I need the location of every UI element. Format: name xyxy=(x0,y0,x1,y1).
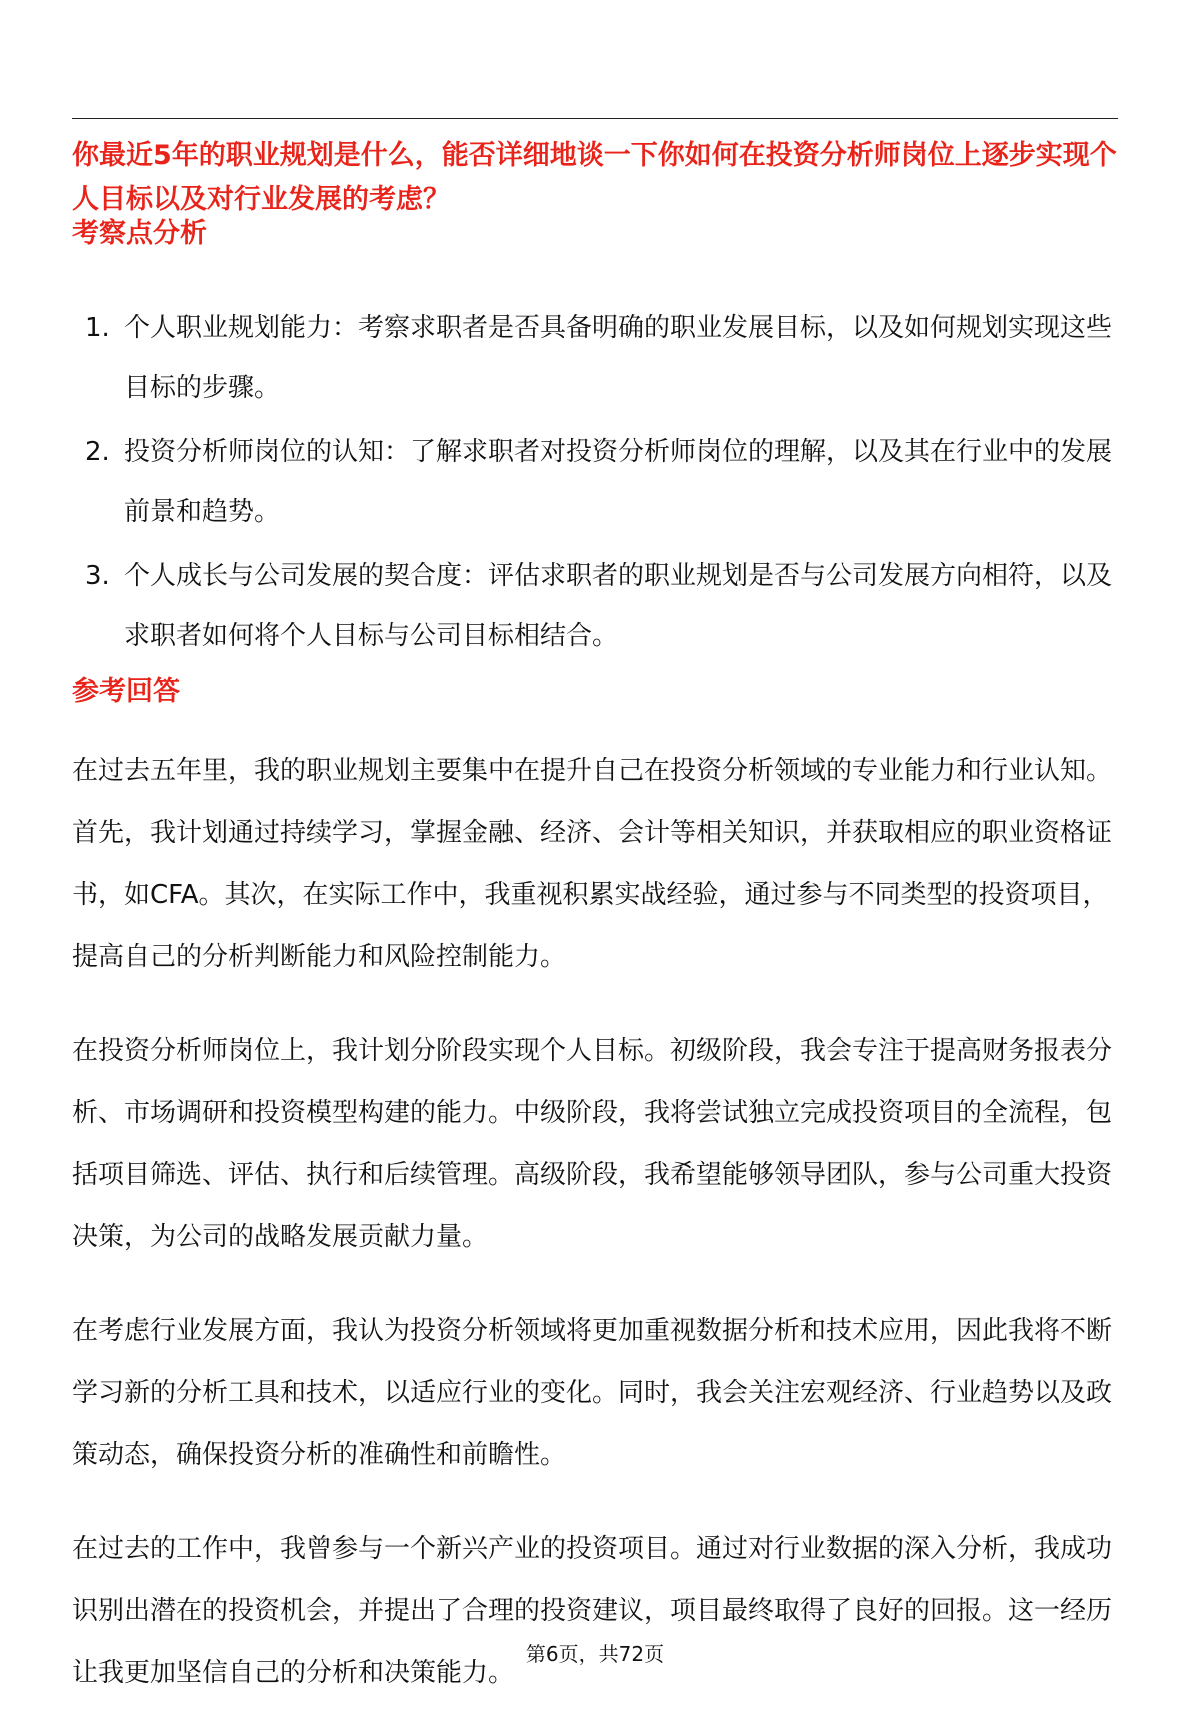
analysis-point xyxy=(72,422,1118,542)
answer-paragraph: 在过去五年里，我的职业规划主要集中在提升自己在投资分析领域的专业能力和行业认知。首先，我计划通过持续学习，掌握金融、经济、会计等相关知识，并获取相应的职业资格证书，如CFA。其次，在实际工作中，我重视积累实战经验，通过参与不同类型的投资项目，提高自己的分析判断能力和风险控制能力。 xyxy=(72,756,1113,972)
point-text: 投资分析师岗位的认知：了解求职者对投资分析师岗位的理解，以及其在行业中的发展前景和趋势。 xyxy=(124,437,1113,527)
page-number: 第6页，共72页 xyxy=(525,1642,665,1666)
point-text: 个人成长与公司发展的契合度：评估求职者的职业规划是否与公司发展方向相符，以及求职者如何将个人目标与公司目标相结合。 xyxy=(124,561,1113,651)
answer-paragraph: 在过去的工作中，我曾参与一个新兴产业的投资项目。通过对行业数据的深入分析，我成功识别出潜在的投资机会，并提出了合理的投资建议，项目最终取得了良好的回报。这一经历让我更加坚信自己的分析和决策能力。 xyxy=(72,1534,1113,1688)
point-number: 3. xyxy=(85,561,110,591)
analysis-section-title: 考察点分析 xyxy=(72,218,207,249)
answer-section-title: 参考回答 xyxy=(72,676,180,707)
point-text: 个人职业规划能力：考察求职者是否具备明确的职业发展目标，以及如何规划实现这些目标的步骤。 xyxy=(124,313,1113,403)
answer-body xyxy=(72,740,1118,1736)
analysis-point xyxy=(72,546,1118,666)
answer-paragraph: 在投资分析师岗位上，我计划分阶段实现个人目标。初级阶段，我会专注于提高财务报表分析、市场调研和投资模型构建的能力。中级阶段，我将尝试独立完成投资项目的全流程，包括项目筛选、评估、执行和后续管理。高级阶段，我希望能够领导团队，参与公司重大投资决策，为公司的战略发展贡献力量。 xyxy=(72,1036,1113,1252)
question-heading: 你最近5年的职业规划是什么，能否详细地谈一下你如何在投资分析师岗位上逐步实现个人目标以及对行业发展的考虑？ xyxy=(72,140,1117,215)
answer-paragraph: 在考虑行业发展方面，我认为投资分析领域将更加重视数据分析和技术应用，因此我将不断学习新的分析工具和技术，以适应行业的变化。同时，我会关注宏观经济、行业趋势以及政策动态，确保投资分析的准确性和前瞻性。 xyxy=(72,1316,1113,1470)
point-number: 2. xyxy=(85,437,110,467)
analysis-point xyxy=(72,298,1118,418)
point-number: 1. xyxy=(85,313,110,343)
top-divider xyxy=(72,118,1118,119)
analysis-points-list xyxy=(72,298,1118,670)
